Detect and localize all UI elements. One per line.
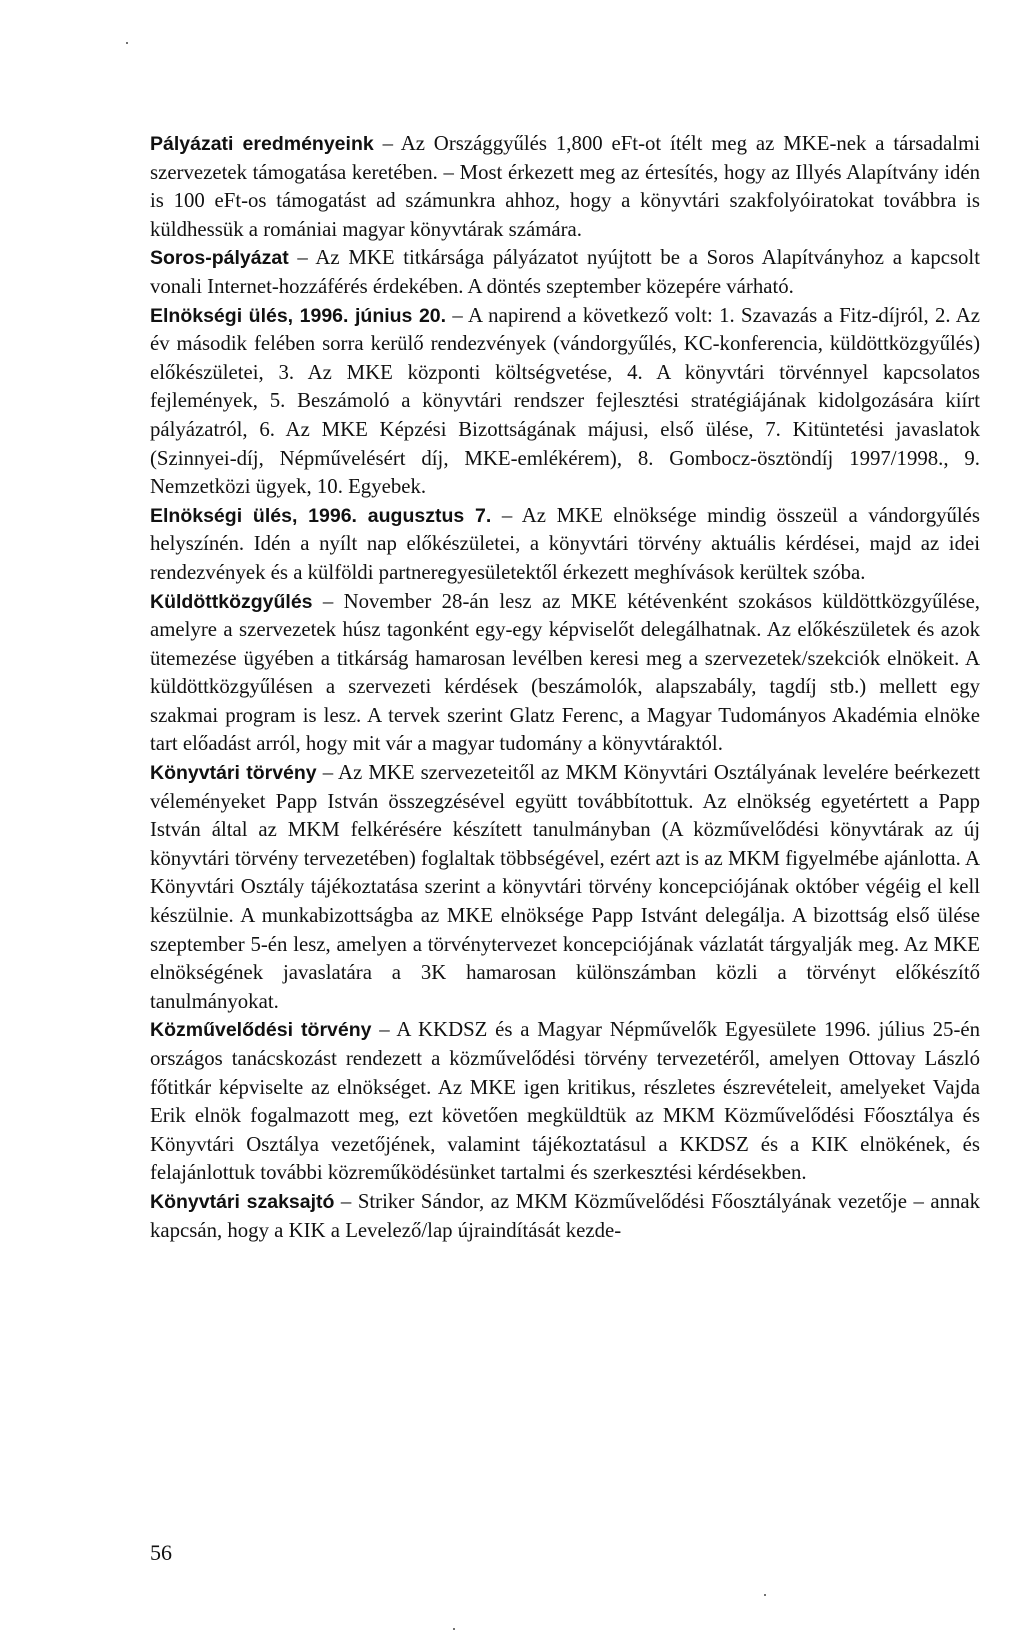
- dash-separator: –: [334, 1189, 358, 1213]
- dash-separator: –: [446, 303, 468, 327]
- paragraph-konyvtari-torveny: [150, 759, 980, 1016]
- paragraph-body: Az MKE szervezeteitől az MKM Könyvtári Osztályának levelére beérkezett véleményeket Papp István összegzésével együtt továbbítottuk. Az elnökség egyetértett a Papp István által az MKM felkérésére készített tanulmányban (A közművelődési könyvtárak az új könyvtári törvény tervezetében) foglaltak többségével, ezért azt is az MKM figyelmébe ajánlotta. A Könyvtári Osztály tájékoztatása szerint a könyvtári törvény koncepciójának október végéig el kell készülnie. A munkabizottságba az MKE elnöksége Papp Istvánt delegálja. A bizottság első ülése szeptember 5-én lesz, amelyen a törvénytervezet koncepciójának vázlatát tárgyalják meg. Az MKE elnökségének javaslatára a 3K hamarosan különszámban közli a törvényt előkészítő tanulmányokat.: [150, 761, 980, 1013]
- dash-separator: –: [288, 246, 316, 270]
- paragraph-elnoksegi-ules-augusztus: [150, 502, 980, 588]
- paragraph-heading: Küldöttközgyűlés: [150, 590, 313, 613]
- dash-separator: –: [312, 589, 344, 613]
- paragraph-palyazati-eredmenyeink: [150, 130, 980, 244]
- paragraph-body: A KKDSZ és a Magyar Népművelők Egyesülete 1996. július 25-én országos tanácskozást rendezett a közművelődési törvény tervezetéről, amelyen Ottovay László főtitkár képviselte az elnökséget. Az MKE igen kritikus, részletes észrevételeit, amelyeket Vajda Erik elnök fogalmazott meg, ezt követően megküldtük az MKM Közművelődési Főosztálya és Könyvtári Osztálya vezetőjének, valamint tájékoztatásul a KKDSZ és a KIK elnökének, és felajánlottuk további közreműködésünket tartalmi és szerkesztési kérdésekben.: [150, 1018, 981, 1185]
- paragraph-heading: Soros-pályázat: [150, 247, 289, 270]
- dash-separator: –: [373, 132, 401, 155]
- paragraph-kozmuvelodesi-torveny: [150, 1016, 980, 1188]
- paragraph-heading: Könyvtári szaksajtó: [150, 1190, 335, 1213]
- article-text: [150, 130, 980, 1245]
- paragraph-kuldottkozgyules: [150, 588, 980, 760]
- dash-separator: –: [491, 503, 522, 527]
- paragraph-heading: Elnökségi ülés, 1996. június 20.: [150, 304, 447, 327]
- paragraph-elnoksegi-ules-junius: [150, 302, 980, 502]
- dash-separator: –: [371, 1018, 397, 1042]
- paragraph-konyvtari-szaksajto: [150, 1188, 980, 1245]
- scan-speck: [764, 1594, 766, 1596]
- paragraph-heading: Pályázati eredményeink: [150, 133, 374, 155]
- paragraph-heading: Közművelődési törvény: [150, 1019, 372, 1042]
- paragraph-body: A napirend a következő volt: 1. Szavazás a Fitz-díjról, 2. Az év második felében sorra kerülő rendezvények (vándorgyűlés, KC-konferencia, küldöttközgyűlés) előkészületei, 3. Az MKE központi költségvetése, 4. A könyvtári törvénnyel kapcsolatos fejlemények, 5. Beszámoló a könyvtári rendszer fejlesztési stratégiájának kidolgozására kiírt pályázatról, 6. Az MKE Képzési Bizottságának májusi, első ülése, 7. Kitüntetési javaslatok (Szinnyei-díj, Népművelésért díj, MKE-emlékérem), 8. Gombocz-ösztöndíj 1997/1998., 9. Nemzetközi ügyek, 10. Egyebek.: [150, 303, 980, 499]
- scan-speck: [126, 42, 128, 44]
- paragraph-heading: Elnökségi ülés, 1996. augusztus 7.: [150, 504, 492, 527]
- paragraph-body: Az MKE titkársága pályázatot nyújtott be a Soros Alapítványhoz a kapcsolt vonali Internet-hozzáférés érdekében. A döntés szeptember közepére várható.: [150, 246, 980, 298]
- paragraph-body: November 28-án lesz az MKE kétévenként szokásos küldöttközgyűlése, amelyre a szervezetek húsz tagonként egy-egy képviselőt delegálhatnak. Az előkészületek és azok ütemezése ügyében a titkárság hamarosan levélben keresi meg a szervezetek/szekciók elnökeit. A küldöttközgyűlésen a szervezeti kérdések (beszámolók, alapszabály, tagdíj stb.) mellett egy szakmai program is lesz. A tervek szerint Glatz Ferenc, a Magyar Tudományos Akadémia elnöke tart előadást arról, hogy mit vár a magyar tudomány a könyvtáraktól.: [150, 589, 981, 756]
- paragraph-body: Striker Sándor, az MKM Közművelődési Főosztályának vezetője – annak kapcsán, hogy a KIK a Levelező/lap újraindítását kezde-: [150, 1189, 981, 1242]
- scan-speck: [453, 1628, 455, 1630]
- paragraph-body: Az MKE elnöksége mindig összeül a vándorgyűlés helyszínén. Idén a nyílt nap előkészületei, a könyvtári törvény aktuális kérdései, majd az idei rendezvények és a külföldi partneregyesületektől érkezett meghívások kerültek szóba.: [150, 503, 981, 584]
- paragraph-soros-palyazat: [150, 244, 980, 301]
- paragraph-body: Az Országgyűlés 1,800 eFt-ot ítélt meg az MKE-nek a társadalmi szervezetek támogatása keretében. – Most érkezett meg az értesítés, hogy az Illyés Alapítvány idén is 100 eFt-os támogatást ad számunkra ahhoz, hogy a könyvtári szakfolyóiratokat továbbra is küldhessük a romániai magyar könyvtárak számára.: [150, 132, 980, 241]
- dash-separator: –: [316, 761, 339, 785]
- paragraph-heading: Könyvtári törvény: [150, 762, 317, 785]
- page-number: 56: [150, 1540, 172, 1565]
